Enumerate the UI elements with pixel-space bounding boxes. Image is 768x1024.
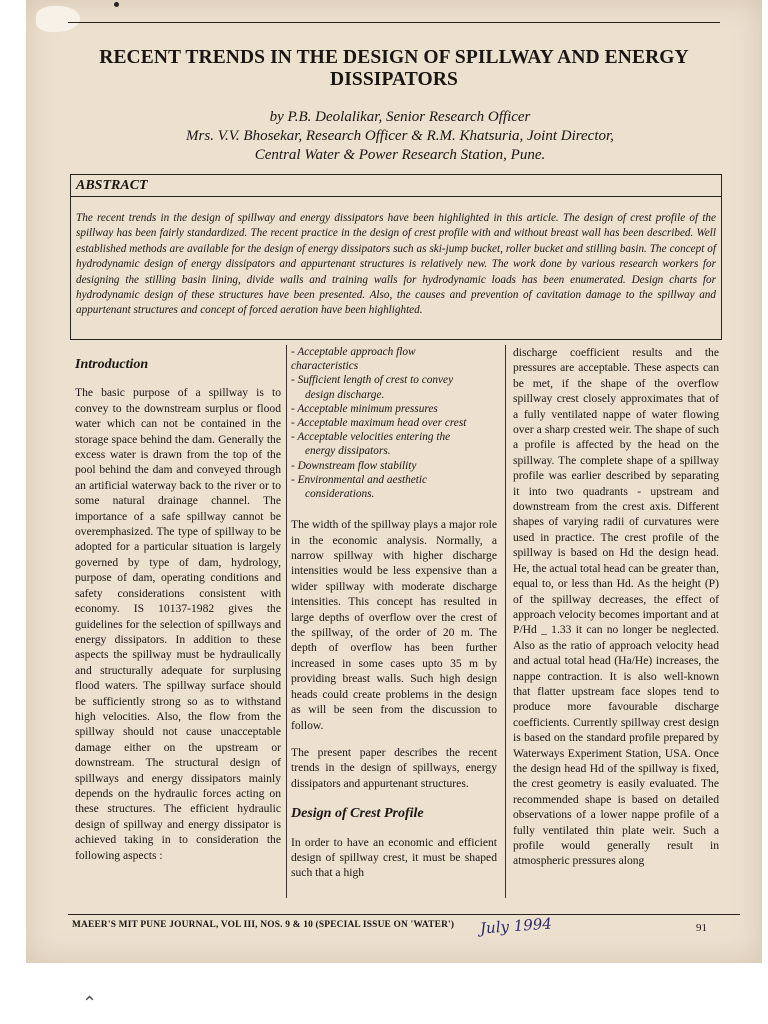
design-aspect-item: characteristics [291,360,359,373]
section-heading-introduction: Introduction [75,357,149,372]
article-title [66,47,722,91]
column-2 [291,345,497,881]
article-title-line-1: RECENT TRENDS IN THE DESIGN OF SPILLWAY AND ENERGY [99,47,689,68]
ink-dot [114,2,119,7]
byline-line-3: Central Water & Power Research Station, Pune. [254,147,546,163]
design-aspect-item: - Acceptable maximum head over crest [291,417,467,430]
column-divider-1 [286,345,287,898]
footer-rule [68,914,740,915]
section-heading-crest-profile: Design of Crest Profile [291,806,424,822]
design-aspect-item: energy dissipators. [305,445,391,458]
design-aspect-item: - Environmental and aesthetic [291,473,428,486]
column-1 [75,345,281,863]
design-aspects-list [291,345,497,501]
design-aspect-item: - Acceptable velocities entering the [291,431,451,444]
page-number: 91 [696,922,707,934]
abstract-divider [71,196,721,197]
column-divider-2 [505,345,506,898]
design-aspect-item: considerations. [305,488,375,501]
pencil-mark: ⌃ [82,993,98,1013]
column-3 [513,345,719,869]
crest-profile-paragraph: In order to have an economic and efficient design of spillway crest, it must be shaped such that a high [291,835,497,880]
journal-footer: MAEER'S MIT PUNE JOURNAL, VOL III, NOS. 9 & 10 (SPECIAL ISSUE ON 'WATER') [72,920,455,930]
abstract-box [70,174,722,340]
design-aspect-item: - Sufficient length of crest to convey [291,374,454,387]
design-aspect-item: - Acceptable minimum pressures [291,402,438,415]
abstract-text: The recent trends in the design of spillway and energy dissipators have been highlighted in this article. The design of crest profile of the spillway has been fairly standardized. The recent practice in the design of crest profile with and without breast wall has been described. Well established methods are available for the design of energy dissipators such as ski-jump bucket, roller bucket and stilling basin. The concept of hydrodynamic design of energy dissipators and appurtenant structures is relatively new. The work done by various research workers for designing the stilling basin lining, divide walls and training walls for hydrodynamic loads has been enumerated. Design charts for hydrodynamic design of these structures have been presented. Also, the causes and prevention of cavitation damage to the spillway and appurtenant structures and concept of forced aeration have been highlighted. [76,212,716,317]
abstract-heading: ABSTRACT [76,178,148,193]
crest-profile-continued-paragraph: discharge coefficient results and the pressures are acceptable. These aspects can be met, if the shape of the overflow spillway crest closely approximates that of a fully ventilated nappe of water flowing over a sharp crested weir. The shape of such a profile is affected by the head on the spillway. The complete shape of a spillway profile was earlier described by separating it into two quadrants - upstream and downstream from the crest axis. Different shapes of varying radii of curvatures were used in practice. The crest profile of the spillway is based on Hd the design head. He, the actual total head can be greater than, equal to, or less than Hd. As the height (P) of the spillway decreases, the effect of approach velocity becomes important and at P/Hd _ 1.33 it can no longer be neglected. Also as the ratio of approach velocity head and actual total head (Ha/He) increases, the nappe contraction. It is also well-known that flatter upstream face slopes tend to produce more favourable discharge coefficients. Currently spillway crest design is based on the standard profile prepared by Waterways Experiment Station, USA. Once the design head Hd of the spillway is fixed, the crest geometry is easily evaluated. The recommended shape is based on detailed observations of a lower nappe profile of a fully ventilated thin plate weir. Such a profile would generally result in atmospheric pressures along [513,346,720,868]
author-byline [80,108,720,165]
byline-line-1: by P.B. Deolalikar, Senior Research Officer [269,109,531,125]
header-rule [68,22,720,23]
design-aspect-item: - Downstream flow stability [291,459,417,472]
byline-line-2: Mrs. V.V. Bhosekar, Research Officer & R.M. Khatsuria, Joint Director, [186,128,614,144]
design-aspect-item: design discharge. [305,388,385,401]
present-paper-paragraph: The present paper describes the recent trends in the design of spillways, energy dissipators and appurtenant structures. [291,745,497,790]
article-title-line-2: DISSIPATORS [330,69,458,90]
design-aspect-item: - Acceptable approach flow [291,346,416,358]
introduction-paragraph: The basic purpose of a spillway is to convey to the downstream surplus or flood water which can not be contained in the storage space behind the dam. Generally the excess water is drawn from the top of the pool behind the dam and conveyed through an artificial waterway back to the river or to some natural drainage channel. The importance of a safe spillway cannot be overemphasized. The type of spillway to be adopted for a particular situation is largely governed by type of dam, hydrology, purpose of dam, operating conditions and safety considerations consistent with economy. IS 10137-1982 gives the guidelines for the selection of spillways and energy dissipators. In addition to these aspects the spillway must be hydraulically and structurally adequate for surplusing flood waters. The spillway surface should be sufficiently strong so as to withstand high velocities. Also, the flow from the spillway should not cause unacceptable damage either on the upstream or downstream. The structural design of spillways and energy dissipators mainly depends on the hydraulic forces acting on these structures. The efficient hydraulic design of spillway and energy dissipator is achieved taking in to consideration the following aspects : [75,386,281,862]
handwritten-date: July 1994 [479,914,553,938]
spillway-width-paragraph: The width of the spillway plays a major role in the economic analysis. Normally, a narrow spillway with higher discharge intensities would be less expensive than a wider spillway with moderate discharge intensities. This concept has resulted in large depths of overflow over the crest of the spillway, of the order of 20 m. The depth of overflow has been further increased in some cases upto 35 m by providing breast walls. Such high design heads could create problems in the design as will be seen from the discussion to follow. [291,518,497,732]
scan-margin [0,963,768,1024]
